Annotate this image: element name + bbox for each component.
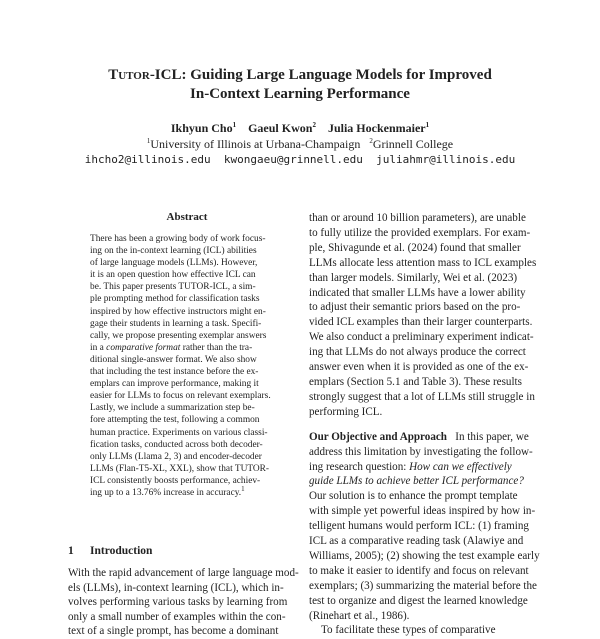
text-line: to adjust their semantic priors based on the pro- [309,301,521,314]
title-line-2: In-Context Learning Performance [190,86,410,102]
text-line: Lastly, we include a summarization step be- [90,403,255,414]
text-line: emplars (Section 5.1 and Table 3). These results [309,375,522,388]
affil-mark: 1 [146,137,151,145]
section-title: Introduction [90,545,153,557]
text-line: ple prompting method for classification tasks [90,294,260,305]
author-name: Julia Hockenmaier [327,121,426,135]
email: juliahmr@illinois.edu [376,153,516,166]
paragraph-objective [309,430,539,624]
affil-mark: 2 [369,137,373,145]
text-line: exemplars; (3) summarizing the material before the [309,579,537,592]
paragraph-gap [309,420,539,430]
text-line: guide LLMs to achieve better ICL performance? [309,475,524,488]
abstract-body [90,233,286,499]
run-in-heading: Our Objective and Approach [309,430,447,443]
paragraph-limitations [309,211,539,420]
text-line: address this limitation by investigating the follow- [309,445,533,458]
introduction-body [68,566,298,639]
text-line: indicated that smaller LLMs have a lower ability [309,286,526,299]
text-line: ing that LLMs do not always produce the correct [309,346,526,359]
text-line: We also conduct a preliminary experiment indicat- [309,331,534,344]
paragraph-line: To facilitate these types of comparative [321,624,496,637]
text-line: fication tasks, conducted across both decoder- [90,439,263,450]
author-list [0,121,600,136]
paragraph-objective-lines [309,445,539,624]
right-column [309,211,539,638]
text-line: only LLMs (Llama 2, 3) and encoder-decoder [90,451,262,462]
text-line: ditional single-answer format. We also show [90,354,257,365]
text-line: ICL consistently boosts performance, achiev- [90,475,261,486]
text-line: ing research question: How can we effectively [309,460,512,473]
author-affil-mark: 1 [425,121,430,129]
text-line: strongly suggest that a lot of LLMs still struggle in [309,390,535,403]
text-line: LLMs (Flan-T5-XL, XXL), show that TUTOR- [90,463,270,474]
author-name: Ikhyun Cho [170,121,233,135]
text-line: fore attempting the test, following a common [90,415,260,426]
text-line: to fully utilize the provided exemplars. For exam- [309,226,531,239]
text-line: test to organize and digest the learned knowledge [309,594,528,607]
text-line: than or around 10 billion parameters), are unable [309,212,526,224]
text-line: human practice. Experiments on various classi- [90,427,268,438]
text-line: els (LLMs), in-context learning (ICL), which in- [68,581,284,594]
text-line: emplars can improve performance, making it [90,379,259,390]
title-system-name: Tutor [108,67,150,83]
text-line: With the rapid advancement of large language mod- [68,567,299,579]
text-line: ple, Shivagunde et al. (2024) found that smaller [309,241,521,254]
text-line: Williams, 2005); (2) showing the test example early [309,549,540,562]
text-line: it is an open question how effective ICL can [90,270,256,281]
author-affil-mark: 2 [312,121,316,129]
text-line: (Rinehart et al., 1986). [309,609,410,622]
text-line: be. This paper presents TUTOR-ICL, a sim- [90,282,256,293]
affiliation-line [0,137,600,152]
text-line: There has been a growing body of work focus- [90,234,266,244]
text-line: answer even when it is provided as one of the ex- [309,361,529,374]
text-line: in a comparative format rather than the tra- [90,342,253,353]
text-line: performing ICL. [309,405,383,418]
author-affil-mark: 1 [232,121,237,129]
text-line: inspired by how effective instructors might en- [90,306,266,317]
text-line: telligent humans would perform ICL: (1) framing [309,520,529,533]
section-heading-introduction [68,545,152,557]
text-line: volves performing various tasks by learning from [68,596,288,609]
section-number: 1 [68,545,74,557]
text-line: vided ICL examples than their larger counterparts. [309,316,533,329]
text-line: gage their students in learning a task. Specifi- [90,318,262,329]
text-line: that including the test instance before the ex- [90,367,259,378]
text-line: LLMs allocate less attention mass to ICL examples [309,256,537,269]
line-text: In this paper, we [455,430,529,443]
text-line: Our solution is to enhance the prompt template [309,490,518,503]
email: ihcho2@illinois.edu [84,153,211,166]
paper-title [0,66,600,104]
text-line: cally, we propose presenting exemplar answers [90,330,267,341]
author-name: Gaeul Kwon [248,121,313,135]
text-line: ing on the in-context learning (ICL) abilities [90,246,257,257]
text-line: only a small number of examples within the con- [68,610,286,623]
text-line: than larger models. Similarly, Wei et al. (2023) [309,271,518,284]
email-line [0,153,600,167]
affiliation: Grinnell College [372,137,454,151]
text-line: ing up to a 13.76% increase in accuracy.$^1$ [90,484,245,498]
text-line: of large language models (LLMs). However, [90,258,258,269]
text-line: with simple yet powerful ideas inspired by how in- [309,505,536,518]
text-line: to make it easier to identify and focus on relevant [309,564,529,577]
footnote-mark: 1 [241,484,245,493]
text-line: ICL as a comparative reading task (Alawiye and [309,535,524,548]
affiliation: University of Illinois at Urbana-Champaign [150,137,361,151]
abstract-heading: Abstract [166,211,208,223]
text-line: text of a single prompt, has become a dominant [68,625,279,638]
title-line-1 [0,66,600,85]
title-line-1-rest: -ICL: Guiding Large Language Models for Improved [149,67,492,83]
text-line: easier for LLMs to focus on relevant exemplars. [90,391,271,402]
email: kwongaeu@grinnell.edu [223,153,363,166]
paragraph-line [309,430,539,445]
